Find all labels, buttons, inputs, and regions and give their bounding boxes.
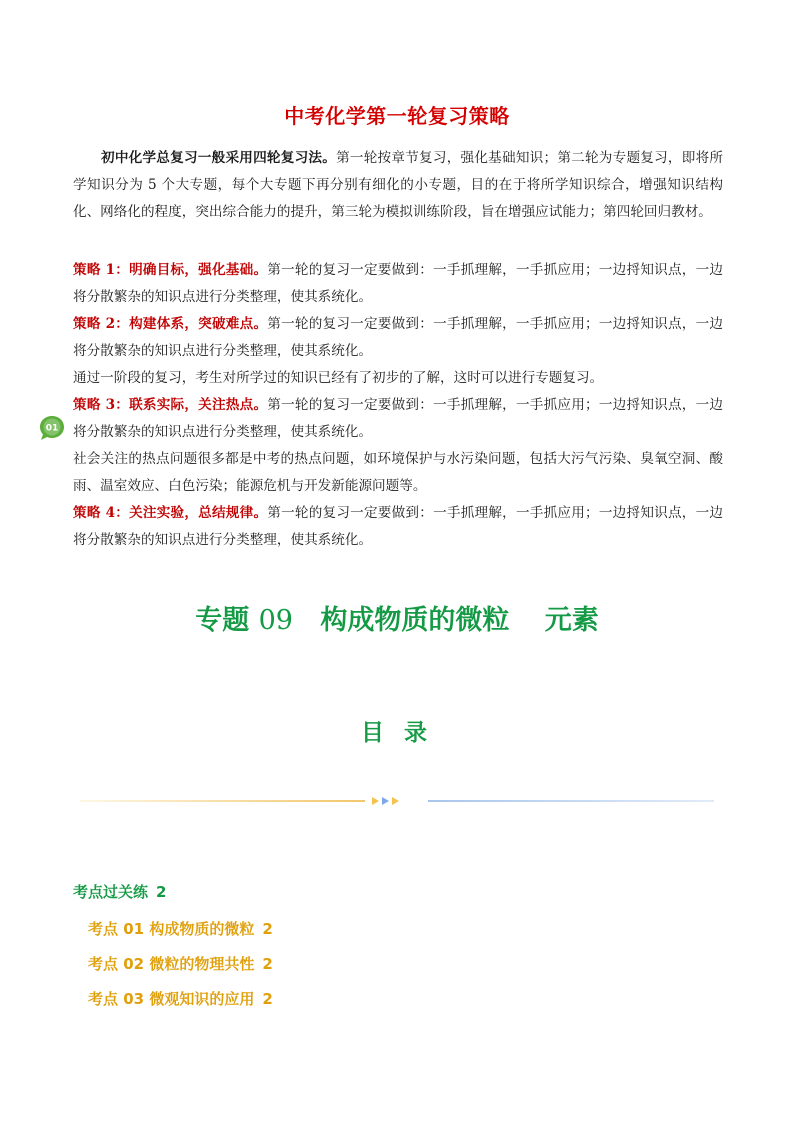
- strategy-3: [73, 392, 723, 446]
- toc-item-page: 2: [262, 920, 273, 938]
- toc-section-link[interactable]: [73, 881, 166, 902]
- intro-lead: 初中化学总复习一般采用四轮复习法。: [101, 150, 337, 166]
- topic-prefix: 专题: [195, 605, 250, 636]
- toc-item-page: 2: [262, 955, 273, 973]
- intro-text: 第一轮按章节复习，强化基础知识；第二轮为专题复习，即将所学知识分为 5 个大专题，每个大专题下再分别有细化的小专题，目的在于将所学知识综合，增强知识结构化、网络化的程度，突出综合能力的提升，第三轮为模拟训练阶段，旨在增强应试能力；第四轮回归教材。: [73, 150, 724, 220]
- document-title: 中考化学第一轮复习策略: [284, 104, 510, 128]
- topic-name: 构成物质的微粒: [320, 605, 510, 636]
- divider-line-right: [428, 800, 714, 802]
- strategy-1-text: 第一轮的复习一定要做到：一手抓理解，一手抓应用；一边捋知识点，一边将分散繁杂的知识点进行分类整理，使其系统化。: [73, 262, 723, 305]
- toc-item-label: 考点 02 微粒的物理共性: [88, 955, 255, 973]
- toc-item-label: 考点 01 构成物质的微粒: [88, 920, 255, 938]
- toc-item-label: 考点 03 微观知识的应用: [88, 990, 255, 1008]
- strategy-3-label: 策略 3：联系实际，关注热点。: [73, 397, 268, 413]
- toc-section-label: 考点过关练: [73, 883, 149, 901]
- topic-suffix: 元素: [544, 605, 599, 636]
- triple-arrow-icon: [370, 795, 410, 807]
- note-1: 通过一阶段的复习，考生对所学过的知识已经有了初步的了解，这时可以进行专题复习。: [73, 370, 604, 386]
- strategy-block: [73, 257, 723, 554]
- strategy-4: [73, 500, 723, 554]
- strategy-2: [73, 311, 723, 365]
- toc-section-page: 2: [156, 883, 167, 901]
- strategy-2-label: 策略 2：构建体系，突破难点。: [73, 316, 268, 332]
- toc-item-page: 2: [262, 990, 273, 1008]
- note-2: 社会关注的热点问题很多都是中考的热点问题，如环境保护与水污染问题，包括大污气污染、臭氧空洞、酸雨、温室效应、白色污染；能源危机与开发新能源问题等。: [73, 451, 723, 494]
- strategy-4-label: 策略 4：关注实验，总结规律。: [73, 505, 268, 521]
- toc-item-link[interactable]: [88, 953, 273, 974]
- strategy-1: [73, 257, 723, 311]
- badge-number: 01: [45, 423, 59, 434]
- toc-title: 目 录: [360, 720, 433, 746]
- toc-item-link[interactable]: [88, 988, 273, 1009]
- strategy-3-text: 第一轮的复习一定要做到：一手抓理解，一手抓应用；一边捋知识点，一边将分散繁杂的知识点进行分类整理，使其系统化。: [73, 397, 723, 440]
- divider-line-left: [80, 800, 365, 802]
- strategy-2-text: 第一轮的复习一定要做到：一手抓理解，一手抓应用；一边捋知识点，一边将分散繁杂的知识点进行分类整理，使其系统化。: [73, 316, 723, 359]
- topic-title: [0, 598, 794, 637]
- topic-number: 09: [258, 605, 293, 636]
- toc-item-link[interactable]: [88, 918, 273, 939]
- intro-paragraph: [73, 145, 723, 226]
- speech-bubble-icon: [38, 414, 66, 442]
- strategy-1-label: 策略 1：明确目标，强化基础。: [73, 262, 268, 278]
- strategy-4-text: 第一轮的复习一定要做到：一手抓理解，一手抓应用；一边捋知识点，一边将分散繁杂的知识点进行分类整理，使其系统化。: [73, 505, 723, 548]
